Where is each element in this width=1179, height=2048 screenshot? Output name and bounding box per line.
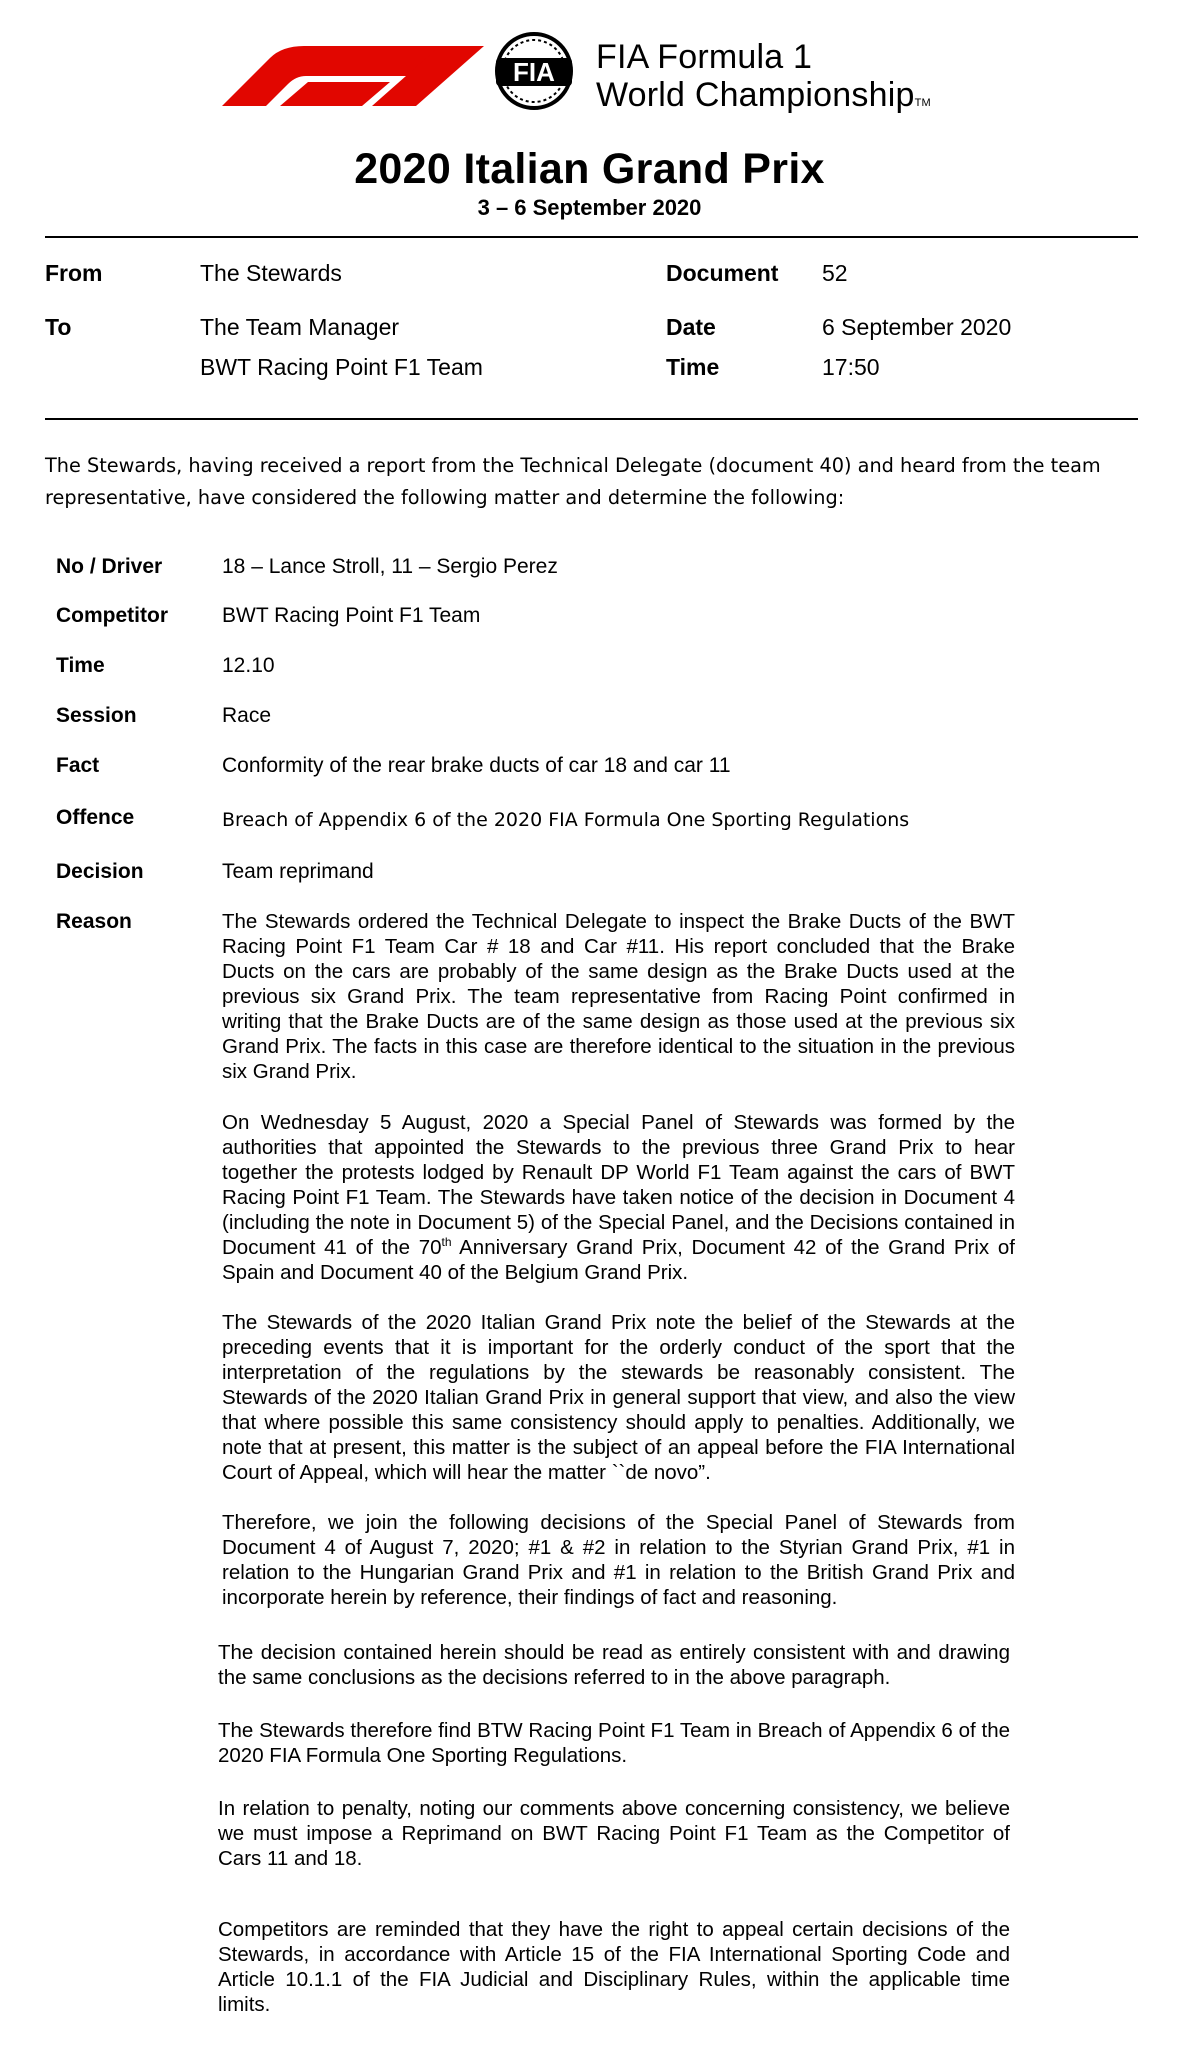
document-header	[0, 30, 1179, 120]
wordmark-line-1: FIA Formula 1	[596, 38, 813, 76]
competitor-label: Competitor	[56, 604, 168, 627]
page-title: 2020 Italian Grand Prix	[354, 145, 825, 193]
session-value: Race	[222, 704, 272, 727]
reason-paragraph-2	[222, 1110, 1015, 1285]
fia-seal-text: FIA	[513, 57, 555, 87]
championship-wordmark	[596, 38, 931, 122]
ordinal-suffix: th	[441, 1235, 452, 1250]
competitor-value: BWT Racing Point F1 Team	[222, 604, 481, 627]
decision-value: Team reprimand	[222, 860, 374, 883]
reason-paragraph-7: In relation to penalty, noting our comments above concerning consistency, we believe we must impose a Reprimand on BWT Racing Point F1 Team as the Competitor of Cars 11 and 18.	[218, 1797, 1010, 1870]
from-value: The Stewards	[200, 260, 342, 286]
offence-value: Breach of Appendix 6 of the 2020 FIA Formula One Sporting Regulations	[222, 809, 910, 831]
time-label: Time	[666, 354, 720, 380]
wordmark-line-2: World Championship	[596, 76, 915, 114]
date-label: Date	[666, 314, 716, 340]
reason-paragraph-1: The Stewards ordered the Technical Delegate to inspect the Brake Ducts of the BWT Racing Point F1 Team Car # 18 and Car #11. His report concluded that the Brake Ducts on the cars are probably of the same design as the Brake Ducts used at the previous six Grand Prix. The team representative from Racing Point confirmed in writing that the Brake Ducts are of the same design as those used at the previous six Grand Prix. The facts in this case are therefore identical to the situation in the previous six Grand Prix.	[222, 910, 1015, 1083]
date-value: 6 September 2020	[822, 314, 1012, 340]
reason-paragraph-2-end: Anniversary Grand Prix, Document 42 of the Grand Prix of Spain and Document 40 of the Belgium Grand Prix.	[222, 1236, 1015, 1284]
top-divider	[45, 236, 1138, 238]
fia-seal-icon	[478, 31, 590, 111]
driver-value: 18 – Lance Stroll, 11 – Sergio Perez	[222, 555, 558, 578]
offence-label: Offence	[56, 806, 135, 829]
driver-label: No / Driver	[56, 555, 163, 578]
session-label: Session	[56, 704, 137, 727]
document-value: 52	[822, 260, 848, 286]
fact-value: Conformity of the rear brake ducts of car 18 and car 11	[222, 754, 731, 777]
intro-paragraph: The Stewards, having received a report from the Technical Delegate (document 40) and heard from the team representative, have considered the following matter and determine the following:	[45, 454, 1101, 509]
reason-paragraph-5: The decision contained herein should be read as entirely consistent with and drawing the same conclusions as the decisions referred to in the above paragraph.	[218, 1641, 1010, 1689]
reason-paragraph-4: Therefore, we join the following decisions of the Special Panel of Stewards from Document 4 of August 7, 2020; #1 & #2 in relation to the Styrian Grand Prix, #1 in relation to the Hungarian Grand Prix and #1 in relation to the British Grand Prix and incorporate herein by reference, their findings of fact and reasoning.	[222, 1511, 1015, 1609]
reason-paragraph-2-start: On Wednesday 5 August, 2020 a Special Panel of Stewards was formed by the authorities that appointed the Stewards to the previous three Grand Prix to hear together the protests lodged by Renault DP World F1 Team against the cars of BWT Racing Point F1 Team. The Stewards have taken notice of the decision in Document 4 (including the note in Document 5) of the Special Panel, and the Decisions contained in Document 41 of the 70	[222, 1111, 1015, 1259]
to-value-1: The Team Manager	[200, 314, 400, 340]
reason-label: Reason	[56, 910, 132, 933]
f1-logo-icon	[222, 38, 484, 108]
time-field-label: Time	[56, 654, 105, 677]
to-label: To	[45, 314, 72, 340]
time-field-value: 12.10	[222, 654, 275, 677]
from-label: From	[45, 260, 103, 286]
to-value-2: BWT Racing Point F1 Team	[200, 354, 483, 380]
fact-label: Fact	[56, 754, 100, 777]
trademark-symbol: TM	[914, 97, 931, 109]
reason-paragraph-6: The Stewards therefore find BTW Racing Point F1 Team in Breach of Appendix 6 of the 2020 FIA Formula One Sporting Regulations.	[218, 1719, 1010, 1767]
bottom-divider	[45, 418, 1138, 420]
event-dates: 3 – 6 September 2020	[477, 195, 702, 220]
reason-paragraph-3: The Stewards of the 2020 Italian Grand Prix note the belief of the Stewards at the preceding events that it is important for the orderly conduct of the sport that the interpretation of the regulations by the stewards be reasonably consistent. The Stewards of the 2020 Italian Grand Prix in general support that view, and also the view that where possible this same consistency should apply to penalties. Additionally, we note that at present, this matter is the subject of an appeal before the FIA International Court of Appeal, which will hear the matter ``de novo”.	[222, 1311, 1015, 1484]
time-value: 17:50	[822, 354, 880, 380]
document-label: Document	[666, 260, 779, 286]
decision-label: Decision	[56, 860, 144, 883]
appeal-notice: Competitors are reminded that they have the right to appeal certain decisions of the Stewards, in accordance with Article 15 of the FIA International Sporting Code and Article 10.1.1 of the FIA Judicial and Disciplinary Rules, within the applicable time limits.	[218, 1918, 1010, 2016]
